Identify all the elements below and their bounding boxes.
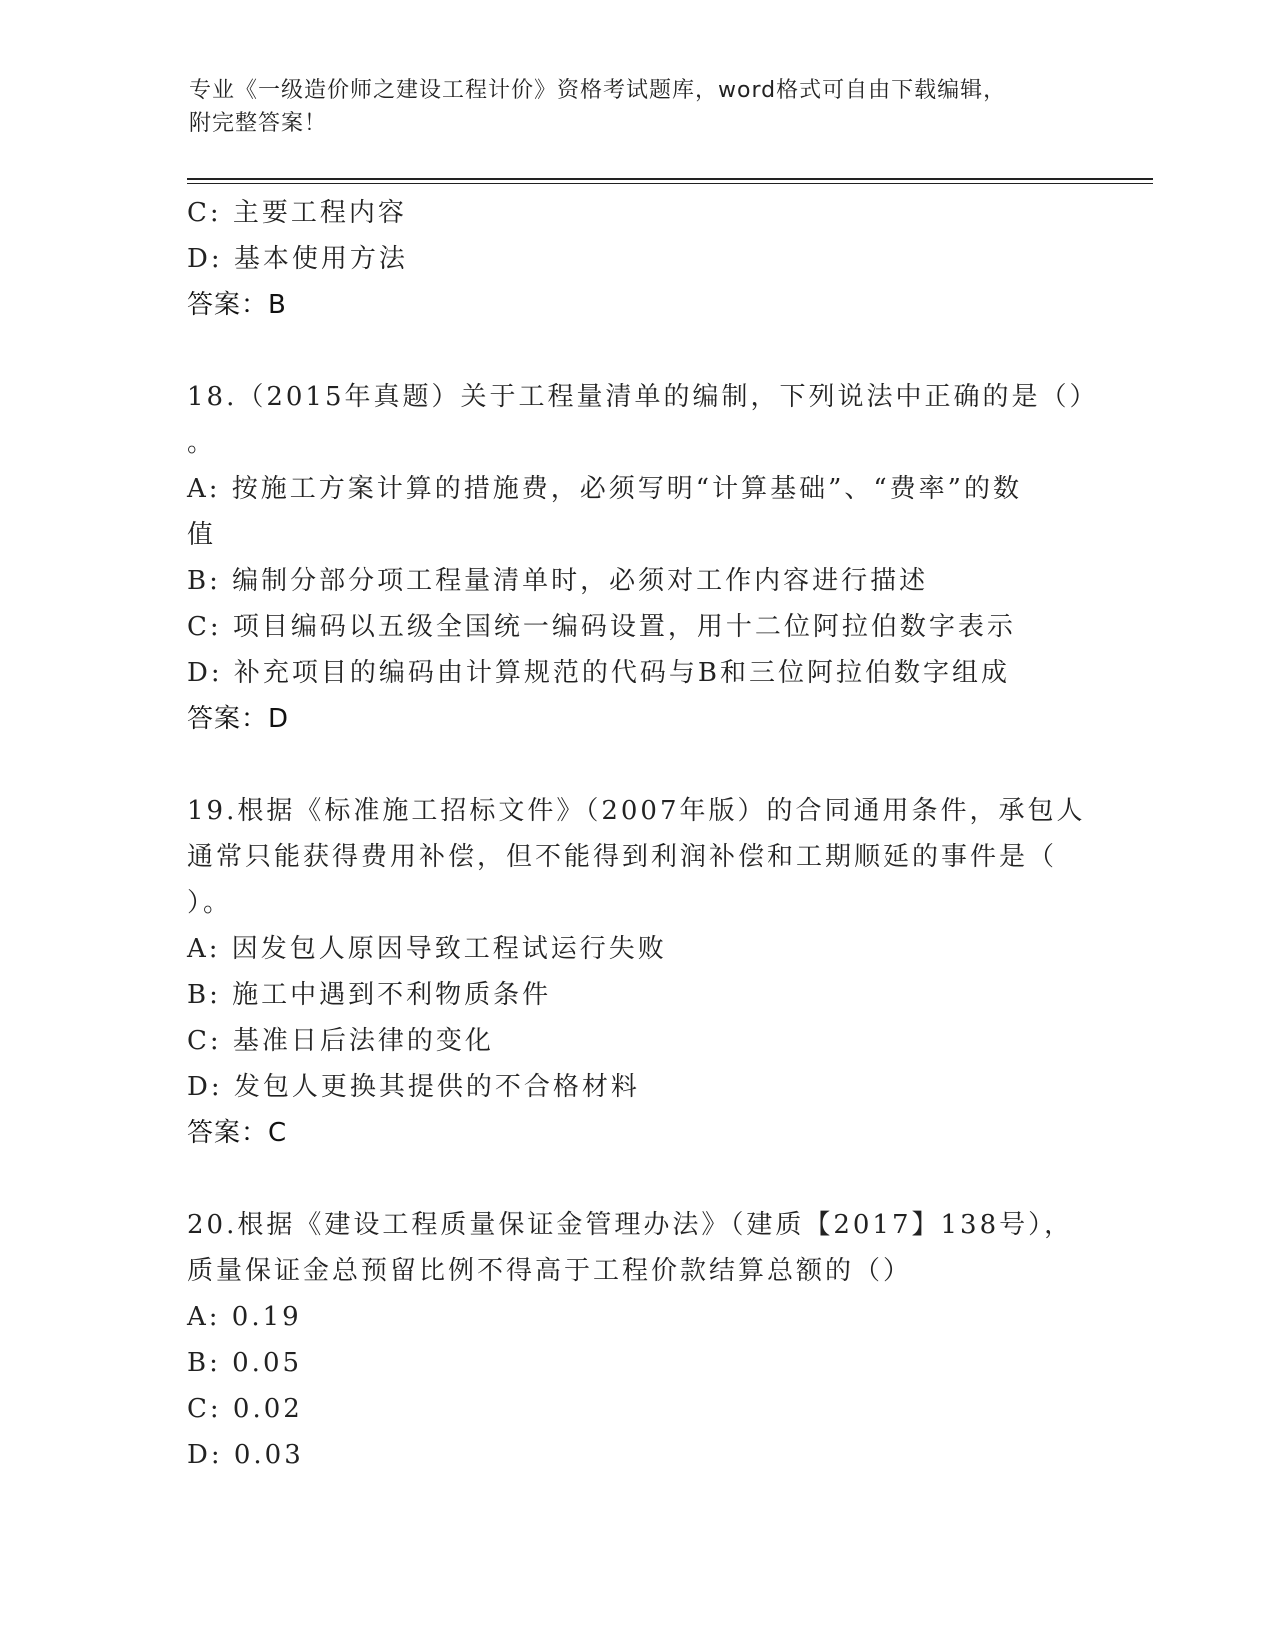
option-line: C: 主要工程内容 <box>187 198 407 228</box>
header-divider-thin <box>187 183 1153 184</box>
option-line: A: 0.19 <box>187 1302 302 1332</box>
option-line: D: 补充项目的编码由计算规范的代码与B和三位阿拉伯数字组成 <box>187 658 1010 688</box>
answer-line: 答案：C <box>187 1118 288 1148</box>
option-line: C: 项目编码以五级全国统一编码设置，用十二位阿拉伯数字表示 <box>187 612 1016 642</box>
question-18 <box>187 374 1099 742</box>
option-line: B: 施工中遇到不利物质条件 <box>187 980 552 1010</box>
option-line: D: 0.03 <box>187 1440 304 1470</box>
question-stem-line: 通常只能获得费用补偿，但不能得到利润补偿和工期顺延的事件是（ <box>187 842 1058 872</box>
spacer <box>187 742 1087 788</box>
question-20 <box>187 1202 1087 1478</box>
option-line: C: 基准日后法律的变化 <box>187 1026 494 1056</box>
question-stem-line: ）。 <box>187 888 233 918</box>
option-line: D: 基本使用方法 <box>187 244 408 274</box>
document-header <box>189 74 1089 140</box>
header-line-2: 附完整答案！ <box>189 111 328 136</box>
spacer <box>187 328 1087 374</box>
question-stem-line: 19.根据《标准施工招标文件》（2007年版）的合同通用条件，承包人 <box>187 796 1086 826</box>
header-line-1: 专业《一级造价师之建设工程计价》资格考试题库，word格式可自由下载编辑， <box>189 78 1007 103</box>
question-stem-line: 质量保证金总预留比例不得高于工程价款结算总额的（） <box>187 1256 913 1286</box>
option-line: D: 发包人更换其提供的不合格材料 <box>187 1072 640 1102</box>
option-line: B: 0.05 <box>187 1348 303 1378</box>
option-line: C: 0.02 <box>187 1394 303 1424</box>
answer-line: 答案：D <box>187 704 290 734</box>
question-stem-line: 20.根据《建设工程质量保证金管理办法》（建质【2017】138号）， <box>187 1210 1074 1240</box>
question-17-tail <box>187 190 1087 328</box>
option-line: A: 因发包人原因导致工程试运行失败 <box>187 934 667 964</box>
question-stem-line: 18.（2015年真题）关于工程量清单的编制，下列说法中正确的是（） <box>187 382 1099 412</box>
spacer <box>187 1156 1087 1202</box>
question-19 <box>187 788 1087 1156</box>
header-divider-thick <box>187 178 1153 180</box>
question-stem-line: 。 <box>187 428 217 458</box>
document-body <box>187 190 1099 1478</box>
option-line: 值 <box>187 520 217 550</box>
answer-line: 答案：B <box>187 290 287 320</box>
option-line: A: 按施工方案计算的措施费，必须写明“计算基础”、“费率”的数 <box>187 474 1022 504</box>
option-line: B: 编制分部分项工程量清单时，必须对工作内容进行描述 <box>187 566 929 596</box>
